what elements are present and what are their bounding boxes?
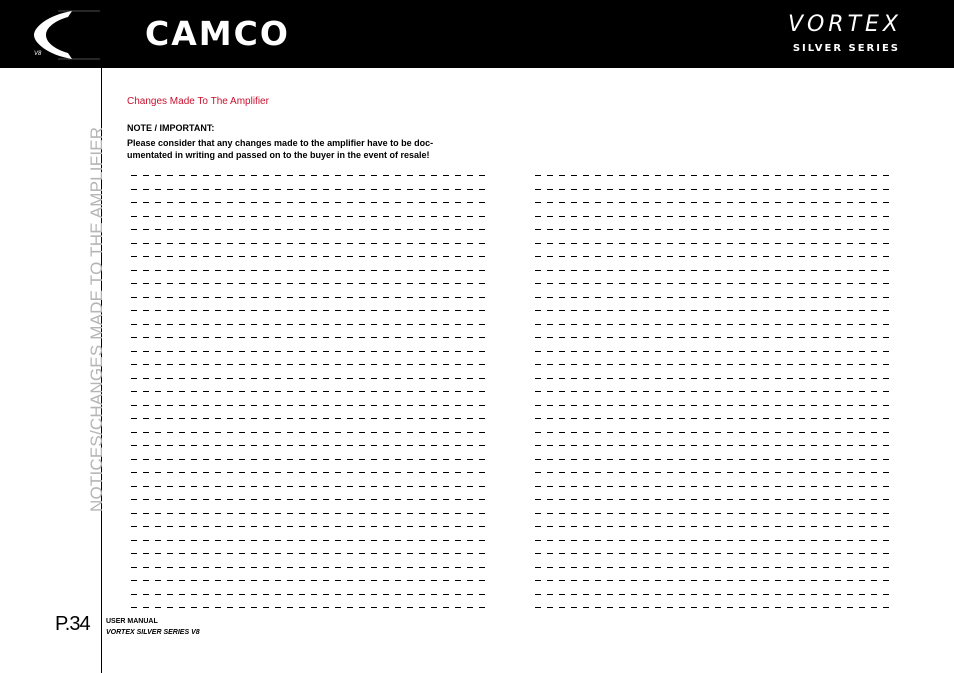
writing-line [131, 405, 491, 406]
writing-line [535, 486, 895, 487]
writing-line [535, 405, 895, 406]
writing-line [131, 364, 491, 365]
writing-line [131, 445, 491, 446]
writing-line [131, 175, 491, 176]
writing-line [535, 553, 895, 554]
writing-line [535, 337, 895, 338]
writing-line [131, 337, 491, 338]
writing-line [535, 607, 895, 608]
writing-line [131, 432, 491, 433]
writing-line [131, 513, 491, 514]
writing-line [131, 553, 491, 554]
writing-line [535, 189, 895, 190]
writing-line [535, 351, 895, 352]
writing-line [131, 567, 491, 568]
logo-mark-label: V8 [34, 51, 42, 57]
writing-line [131, 216, 491, 217]
writing-line [535, 418, 895, 419]
writing-line [535, 364, 895, 365]
note-body-line: umentated in writing and passed on to the buyer in the event of resale! [127, 150, 430, 160]
writing-line [535, 270, 895, 271]
writing-line [535, 594, 895, 595]
writing-line [131, 459, 491, 460]
writing-line [535, 243, 895, 244]
writing-line [535, 175, 895, 176]
writing-line [535, 580, 895, 581]
writing-line [535, 459, 895, 460]
writing-lines-right-column [535, 170, 895, 608]
writing-line [131, 540, 491, 541]
writing-line [535, 216, 895, 217]
writing-line [131, 594, 491, 595]
writing-line [131, 243, 491, 244]
writing-line [131, 486, 491, 487]
note-body [127, 137, 527, 161]
writing-line [535, 526, 895, 527]
writing-line [131, 607, 491, 608]
writing-line [535, 432, 895, 433]
writing-line [535, 540, 895, 541]
writing-line [131, 391, 491, 392]
footer-product-label: VORTEX SILVER SERIES V8 [106, 629, 200, 636]
camco-logo-mark [28, 7, 102, 63]
writing-line [535, 445, 895, 446]
product-series: SILVER SERIES [792, 43, 900, 54]
sidebar-title: NOTICES/CHANGES MADE TO THE AMPLIFIER [87, 126, 106, 512]
writing-line [535, 256, 895, 257]
writing-line [131, 418, 491, 419]
writing-line [131, 351, 491, 352]
writing-line [131, 229, 491, 230]
brand-logo: CAMCO [145, 14, 290, 53]
writing-line [131, 270, 491, 271]
writing-line [131, 310, 491, 311]
writing-line [535, 499, 895, 500]
page-header [0, 0, 954, 68]
section-title: Changes Made To The Amplifier [127, 96, 269, 107]
writing-line [535, 310, 895, 311]
writing-line [131, 324, 491, 325]
writing-line [131, 189, 491, 190]
writing-line [535, 567, 895, 568]
writing-line [535, 297, 895, 298]
writing-line [131, 202, 491, 203]
writing-line [131, 580, 491, 581]
writing-line [131, 526, 491, 527]
note-body-line: Please consider that any changes made to the amplifier have to be doc- [127, 138, 434, 148]
writing-line [535, 391, 895, 392]
writing-line [535, 378, 895, 379]
writing-line [535, 283, 895, 284]
writing-lines-left-column [131, 170, 491, 608]
page-number: P.34 [55, 613, 90, 635]
writing-line [535, 202, 895, 203]
writing-line [131, 499, 491, 500]
writing-line [131, 256, 491, 257]
product-name: VORTEX [787, 12, 902, 37]
writing-line [131, 472, 491, 473]
writing-line [131, 283, 491, 284]
note-heading: NOTE / IMPORTANT: [127, 123, 215, 133]
writing-line [131, 378, 491, 379]
footer-manual-label: USER MANUAL [106, 618, 158, 625]
writing-line [131, 297, 491, 298]
writing-line [535, 513, 895, 514]
writing-line [535, 472, 895, 473]
writing-line [535, 229, 895, 230]
page-footer [106, 616, 200, 638]
writing-line [535, 324, 895, 325]
